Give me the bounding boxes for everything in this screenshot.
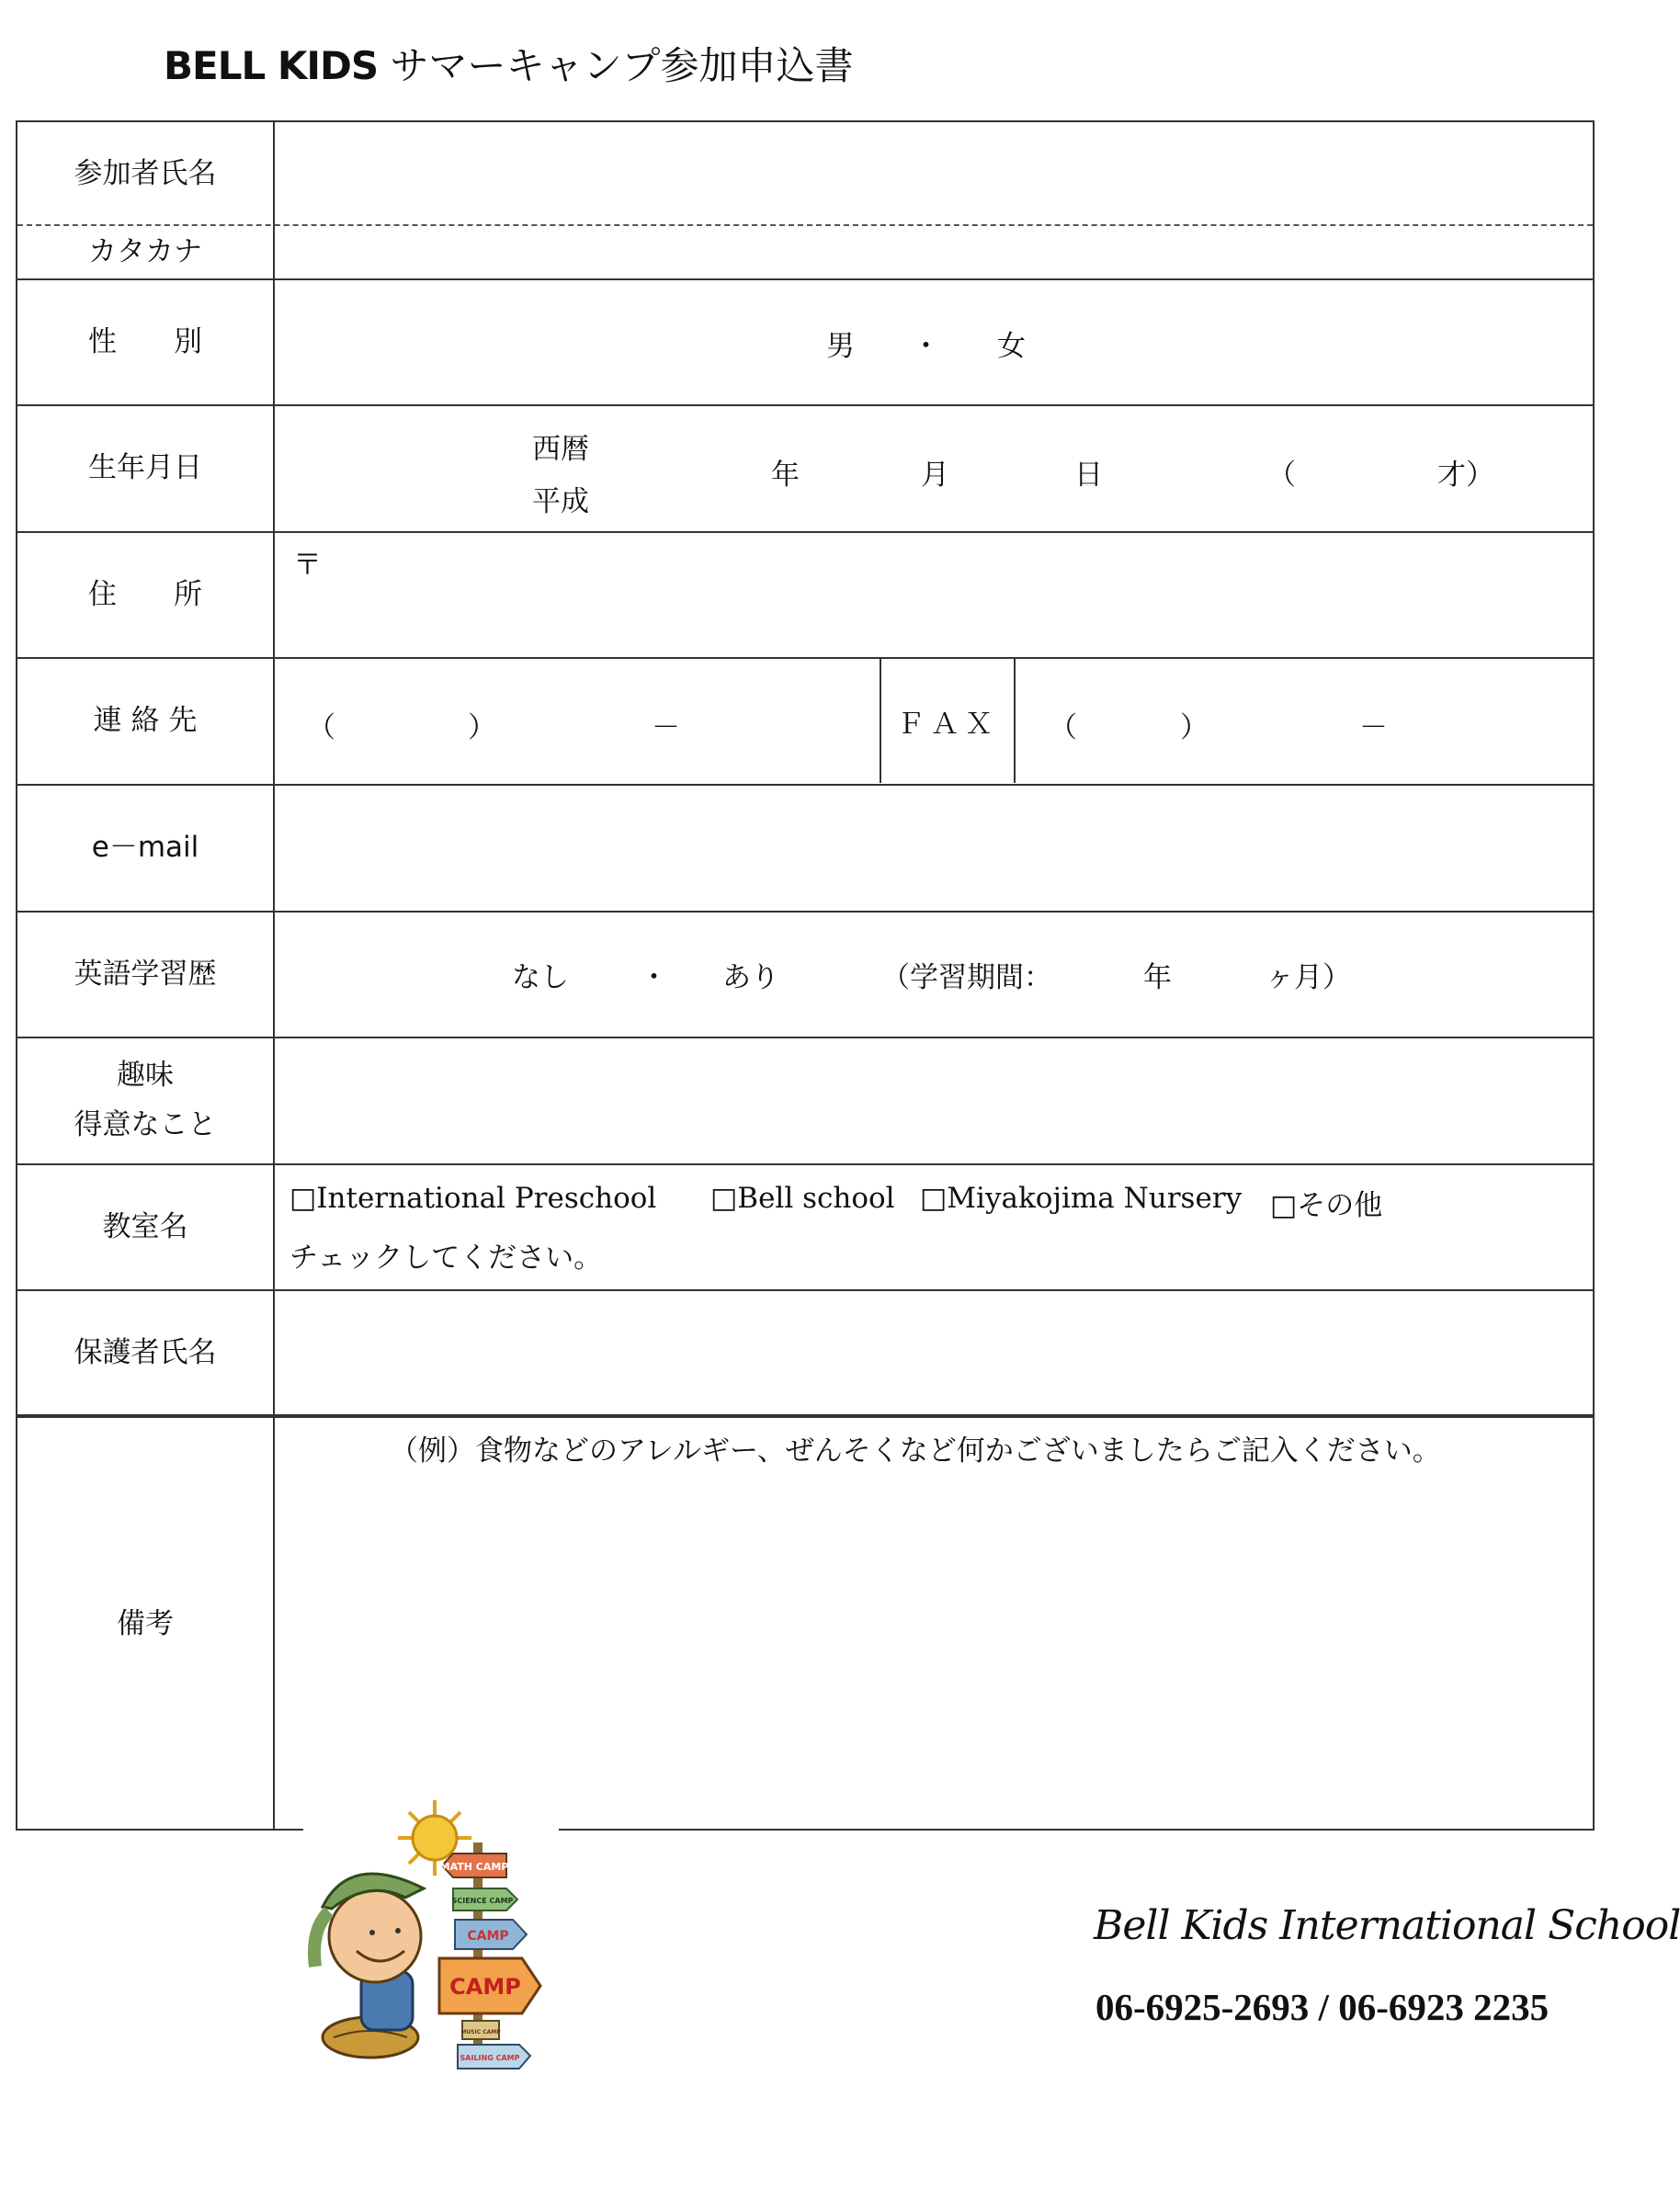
sign-3	[455, 1920, 527, 1949]
fax-dash: －	[1359, 711, 1388, 744]
sign-3-text: CAMP	[467, 1929, 509, 1944]
hobby-label	[17, 1037, 273, 1163]
application-form	[16, 120, 1595, 1831]
fax-label: ＦＡＸ	[880, 658, 1016, 783]
label-column-divider	[273, 122, 275, 1829]
class-option-other[interactable]: □その他	[1270, 1189, 1383, 1222]
sign-4	[439, 1958, 540, 2013]
age-unit: 才）	[1437, 459, 1494, 492]
tel-open-paren: （	[307, 711, 335, 744]
participant-name-label: 参加者氏名	[74, 156, 217, 190]
class-option-miyakojima[interactable]: □Miyakojima Nursery	[920, 1182, 1243, 1215]
address-label: 住 所	[88, 577, 202, 611]
sign-2	[452, 1888, 517, 1911]
sign-5-text: MUSIC CAMP	[460, 2029, 501, 2035]
sign-2-text: SCIENCE CAMP	[451, 1897, 514, 1905]
class-option-bell-school[interactable]: □Bell school	[710, 1182, 895, 1215]
english-none-option[interactable]: なし	[512, 961, 569, 994]
hobby-label-line-2: 得意なこと	[74, 1108, 217, 1141]
brand-name: BELL KIDS	[164, 43, 379, 88]
email-label: e－mail	[91, 831, 199, 864]
english-yes-option[interactable]: あり	[722, 961, 779, 994]
era-western: 西暦	[532, 433, 589, 466]
study-period-label: （学習期間：	[881, 961, 1052, 994]
sign-1-text: MATH CAMP	[439, 1861, 509, 1873]
fax-close-paren: ）	[1180, 711, 1209, 744]
birthdate-label: 生年月日	[88, 451, 202, 484]
class-option-preschool[interactable]: □International Preschool	[289, 1182, 657, 1215]
sign-4-text: CAMP	[449, 1974, 521, 2000]
remarks-label: 備考	[117, 1606, 174, 1640]
kid-face	[329, 1890, 421, 1982]
english-separator: ・	[640, 961, 668, 994]
page-title	[164, 39, 854, 94]
study-year-unit: 年	[1143, 961, 1172, 994]
study-month-unit: ヶ月）	[1266, 961, 1351, 994]
gender-options[interactable]: 男 ・ 女	[826, 330, 1026, 363]
fax-open-paren: （	[1049, 711, 1077, 744]
birth-month-unit: 月	[921, 459, 949, 492]
guardian-name-label: 保護者氏名	[74, 1336, 217, 1369]
postal-mark: 〒	[293, 549, 322, 582]
age-open-paren: （	[1267, 459, 1296, 492]
school-name: Bell Kids International School	[1094, 1902, 1680, 1949]
era-heisei: 平成	[532, 485, 589, 518]
hobby-label-line-1: 趣味	[117, 1059, 174, 1092]
classroom-label: 教室名	[102, 1209, 188, 1243]
sign-6	[458, 2045, 530, 2069]
english-history-label: 英語学習歴	[74, 957, 217, 991]
katakana-label: カタカナ	[88, 234, 202, 268]
sign-6-text: SAILING CAMP	[460, 2054, 520, 2062]
contact-label: 連 絡 先	[93, 704, 198, 737]
remarks-example: （例）食物などのアレルギー、ぜんそくなど何かございましたらご記入ください。	[390, 1434, 1441, 1468]
birth-day-unit: 日	[1074, 459, 1103, 492]
gender-label: 性 別	[88, 324, 202, 358]
form-title: サマーキャンプ参加申込書	[390, 43, 854, 88]
sign-1	[440, 1854, 509, 1877]
phone-numbers: 06-6925-2693 / 06-6923 2235	[1095, 1986, 1549, 2028]
tel-dash: －	[652, 711, 680, 744]
birth-year-unit: 年	[771, 459, 800, 492]
kid-illustration	[314, 1874, 424, 2058]
sign-5	[460, 2021, 501, 2039]
tel-close-paren: ）	[468, 711, 496, 744]
class-check-note: チェックしてください。	[289, 1242, 603, 1275]
camp-illustration	[306, 1797, 562, 2072]
